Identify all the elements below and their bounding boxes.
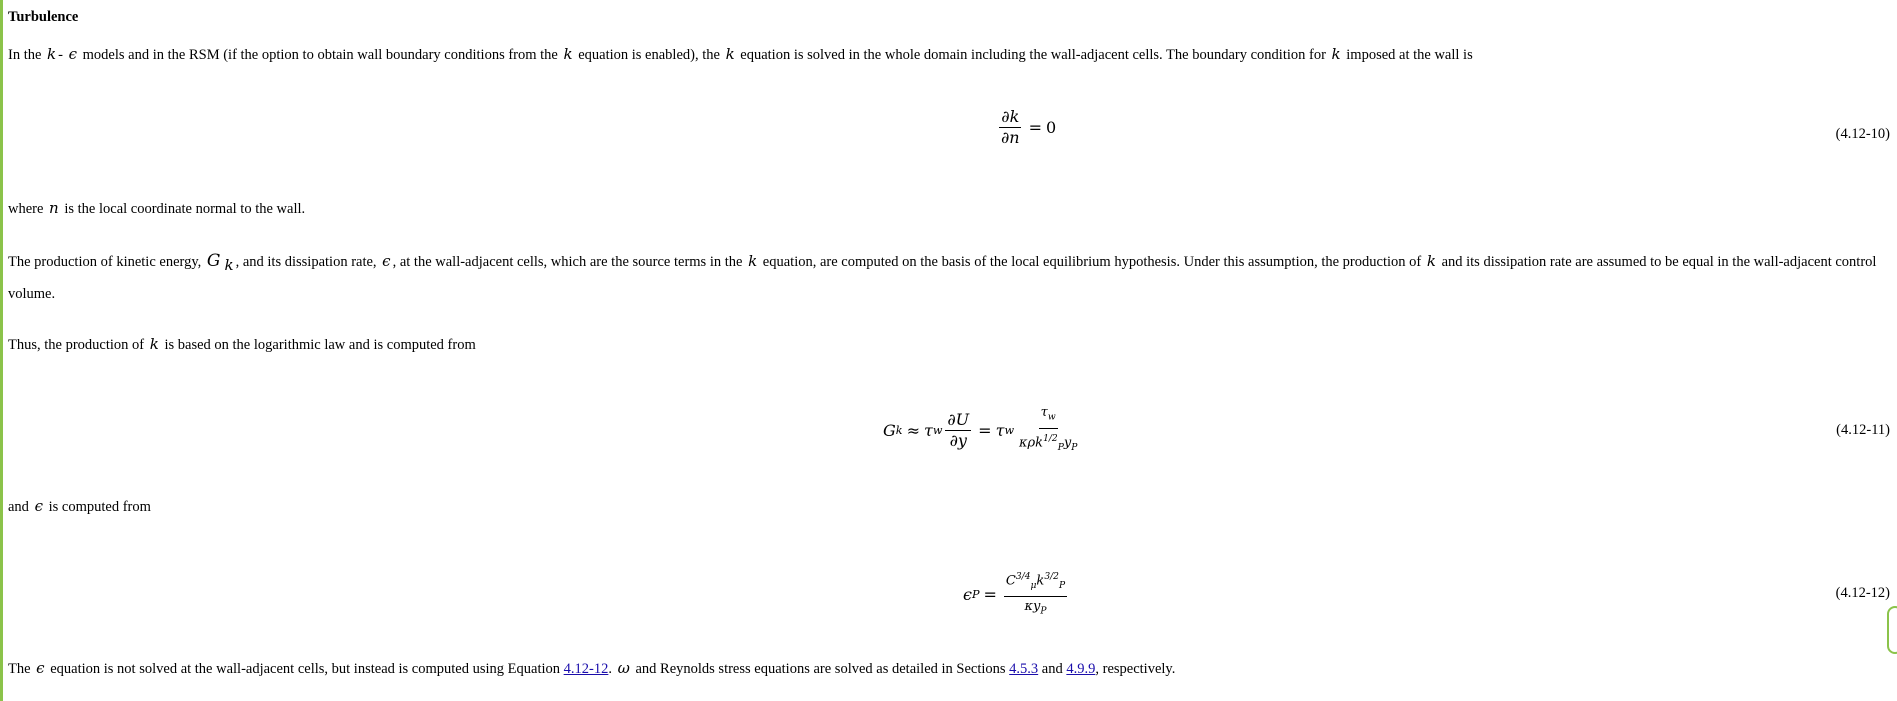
- equation-formula: G k ≈ τ w $\frac{\partial U}{\partial y}$ = τ w $\frac{\tau_w}{\kappa\rho k^{1/2}_Py_P}$: [883, 404, 1082, 457]
- paragraph-thus: Thus, the production of k is based on the logarithmic law and is computed from: [8, 335, 476, 353]
- equation-number: (4.12-10): [1835, 126, 1890, 142]
- math-k: k: [47, 45, 57, 63]
- fraction-dU-dy: $\frac{\partial U}{\partial y}$: [947, 409, 970, 450]
- fraction-dk-dn: $\frac{\partial k}{\partial n}$: [1001, 107, 1020, 147]
- paragraph-epsilon-not-solved: The ϵ equation is not solved at the wall-adjacent cells, but instead is computed using Equation 4.12-12. ω and Reynolds stress equations are solved as detailed in Sections 4.5.3 and 4.9.9, respectively.: [8, 659, 1176, 677]
- equation-number: (4.12-11): [1836, 422, 1890, 438]
- left-accent-bar: [0, 0, 3, 701]
- link-section-4-5-3[interactable]: 4.5.3: [1009, 661, 1039, 677]
- equation-4-12-11: [8, 404, 1890, 464]
- equation-4-12-12: [8, 568, 1890, 628]
- fraction-tau-over-denominator: $\frac{\tau_w}{\kappa\rho k^{1/2}_Py_P}$: [1019, 405, 1078, 453]
- equation-4-12-10: [8, 108, 1890, 168]
- equation-number: (4.12-12): [1835, 585, 1890, 601]
- equation-formula: $\frac{\partial k}{\partial n}$ = 0: [1001, 107, 1057, 147]
- section-title: Turbulence: [8, 9, 79, 25]
- link-section-4-9-9[interactable]: 4.9.9: [1066, 661, 1096, 677]
- paragraph-boundary-condition: In the k - ϵ models and in the RSM (if the option to obtain wall boundary conditions from the k equation is enabled), the k equation is solved in the whole domain including the wall-adjacent cells. The boundary condition for k imposed at the wall is: [8, 45, 1473, 63]
- link-equation-4-12-12[interactable]: 4.12-12: [563, 661, 609, 677]
- paragraph-epsilon-computed: and ϵ is computed from: [8, 497, 151, 515]
- paragraph-where-n: where n is the local coordinate normal to the wall.: [8, 199, 306, 217]
- math-epsilon: ϵ: [68, 45, 78, 63]
- fraction-epsilon-p: $\frac{C^{3/4}_\mu k^{3/2}_P}{\kappa y_P}$: [1004, 568, 1067, 621]
- paragraph-production: The production of kinetic energy, G $_k$ , and its dissipation rate, ϵ , at the wall-adjacent cells, which are the source terms in the k equation, are computed on the basis of the local equilibrium hypothesis. Under this assumption, the production of k and its dissipation rate are assumed to be equal in the wall-adjacent control volume.: [8, 251, 1877, 302]
- equation-formula: ϵ P = $\frac{C^{3/4}_\mu k^{3/2}_P}{\kappa y_P}$: [963, 568, 1070, 621]
